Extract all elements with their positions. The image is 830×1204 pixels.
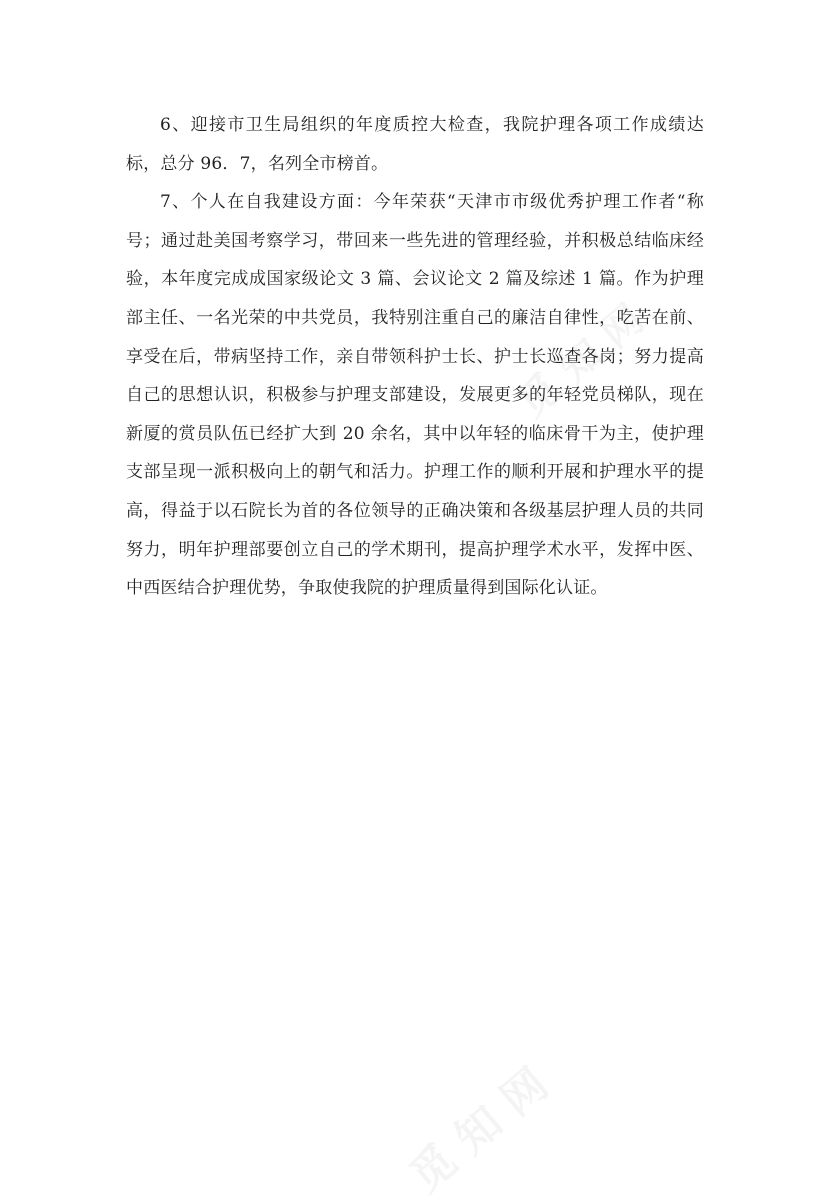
paragraph-item-6: 6、迎接市卫生局组织的年度质控大检查，我院护理各项工作成绩达标，总分 96．7，名列全市榜首。 [126,115,704,174]
watermark [393,1050,559,1204]
paragraph-item-7: 7、个人在自我建设方面：今年荣获“天津市市级优秀护理工作者“称号；通过赴美国考察学习，带回来一些先进的管理经验，并积极总结临床经验，本年度完成成国家级论文 3 篇、会议论文 2 篇及综述 1 篇。作为护理部主任、一名光荣的中共党员，我特别注重自己的廉洁自律性，吃苦在前、享受在后，带病坚持工作，亲自带领科护士长、护士长巡查各岗；努力提高自己的思想认识，积极参与护理支部建设，发展更多的年轻党员梯队，现在新厦的赏员队伍已经扩大到 20 余名，其中以年轻的临床骨干为主，使护理支部呈现一派积极向上的朝气和活力。护理工作的顺利开展和护理水平的提高，得益于以石院长为首的各位领导的正确决策和各级基层护理人员的共同努力，明年护理部要创立自己的学术期刊，提高护理学术水平，发挥中医、中西医结合护理优势，争取使我院的护理质量得到国际化认证。 [126,192,704,599]
document-body [126,106,704,608]
